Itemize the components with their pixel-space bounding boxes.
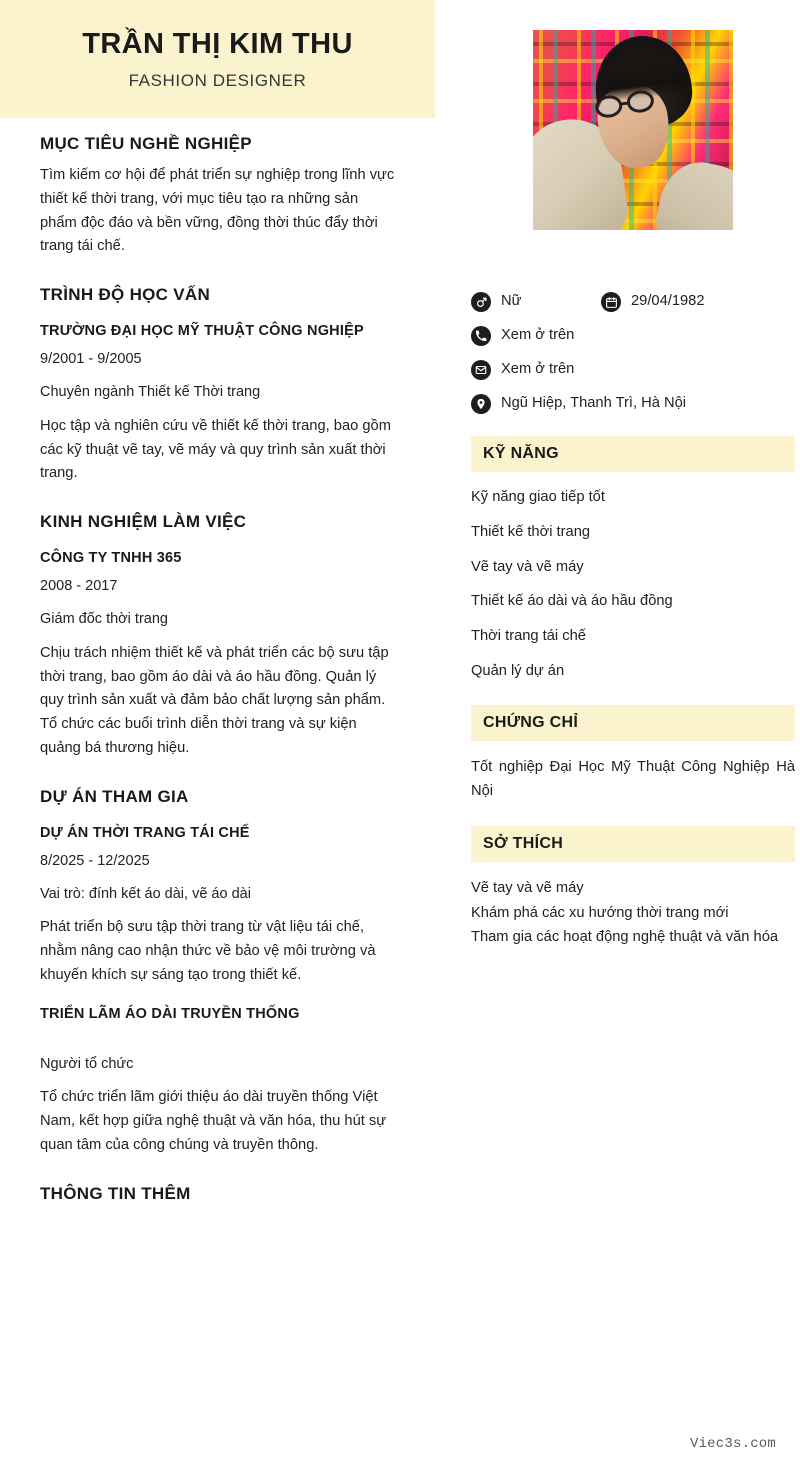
- watermark: Viec3s.com: [689, 1436, 776, 1452]
- skills-list: [471, 486, 795, 683]
- list-item: Thiết kế áo dài và áo hầu đồng: [471, 593, 673, 610]
- phone-icon: [471, 326, 491, 346]
- section-title-education: TRÌNH ĐỘ HỌC VẤN: [40, 285, 211, 305]
- certificates-block: [471, 755, 795, 804]
- experience-role: Giám đốc thời trang: [40, 610, 168, 627]
- header-banner: [0, 0, 435, 118]
- email-value: Xem ở trên: [501, 361, 575, 378]
- contact-phone: [471, 326, 574, 346]
- education-school: TRƯỜNG ĐẠI HỌC MỸ THUẬT CÔNG NGHIỆP: [40, 323, 364, 340]
- experience-period: 2008 - 2017: [40, 578, 118, 595]
- project-description: Phát triển bộ sưu tập thời trang từ vật liệu tái chế, nhằm nâng cao nhận thức về bảo vệ môi trường và khuyến khích sự sáng tạo trong thiết kế.: [40, 919, 376, 983]
- list-item: Khám phá các xu hướng thời trang mới: [471, 904, 729, 921]
- address-value: Ngũ Hiệp, Thanh Trì, Hà Nội: [501, 395, 687, 412]
- birthday-value: 29/04/1982: [631, 293, 705, 310]
- contact-row: [471, 326, 795, 346]
- gender-value: Nữ: [501, 293, 522, 310]
- gender-icon: [471, 292, 491, 312]
- contact-row: [471, 292, 795, 312]
- certificate-text: Tốt nghiệp Đại Học Mỹ Thuật Công Nghiệp Hà Nội: [471, 758, 795, 800]
- contact-gender: [471, 292, 601, 312]
- list-item: Kỹ năng giao tiếp tốt: [471, 489, 605, 505]
- education-major: Chuyên ngành Thiết kế Thời trang: [40, 384, 261, 400]
- glasses-lens-left: [594, 94, 624, 120]
- section-title-objective: MỤC TIÊU NGHỀ NGHIỆP: [40, 134, 252, 153]
- project-name: TRIỂN LÃM ÁO DÀI TRUYỀN THỐNG: [40, 1005, 300, 1022]
- list-item: Quản lý dự án: [471, 662, 565, 679]
- email-icon: [471, 360, 491, 380]
- list-item: Thiết kế thời trang: [471, 523, 591, 540]
- project-item: [40, 825, 395, 988]
- list-item: Vẽ tay và vẽ máy: [471, 558, 584, 575]
- project-description: Tổ chức triển lãm giới thiệu áo dài truyền thống Việt Nam, kết hợp giữa nghệ thuật và văn hóa, thu hút sự quan tâm của công chúng và truyền thông.: [40, 1089, 387, 1154]
- section-title-experience: KINH NGHIỆM LÀM VIỆC: [40, 512, 247, 532]
- education-description: Học tập và nghiên cứu về thiết kế thời trang, bao gồm các kỹ thuật vẽ tay, vẽ máy và quy trình sản xuất thời trang.: [40, 417, 391, 482]
- list-item: Vẽ tay và vẽ máy: [471, 880, 584, 897]
- phone-value: Xem ở trên: [501, 327, 575, 344]
- section-bar-skills: [471, 436, 795, 472]
- section-title-projects: DỰ ÁN THAM GIA: [40, 786, 189, 806]
- avatar: [533, 30, 733, 230]
- contact-row: [471, 394, 795, 414]
- project-period: 8/2025 - 12/2025: [40, 852, 150, 869]
- project-role: Vai trò: đính kết áo dài, vẽ áo dài: [40, 885, 251, 902]
- hobbies-list: [471, 876, 795, 950]
- section-title-additional-info: THÔNG TIN THÊM: [40, 1183, 191, 1203]
- page-title: TRẦN THỊ KIM THU: [82, 28, 353, 61]
- contact-row: [471, 360, 795, 380]
- location-pin-icon: [471, 394, 491, 414]
- contact-email: [471, 360, 574, 380]
- section-bar-certificates: [471, 705, 795, 741]
- calendar-icon: [601, 292, 621, 312]
- right-column: [471, 30, 795, 950]
- profile-photo: [533, 30, 733, 230]
- list-item: Thời trang tái chế: [471, 628, 586, 645]
- education-period: 9/2001 - 9/2005: [40, 351, 142, 368]
- section-title-skills: KỸ NĂNG: [483, 445, 559, 462]
- project-name: DỰ ÁN THỜI TRANG TÁI CHẾ: [40, 824, 250, 841]
- objective-text: Tìm kiếm cơ hội để phát triển sự nghiệp trong lĩnh vực thiết kế thời trang, với mục tiêu tạo ra những sản phẩm độc đáo và bền vững, đồng thời thúc đẩy thời trang tái chế.: [40, 167, 395, 255]
- experience-company: CÔNG TY TNHH 365: [40, 550, 182, 567]
- project-role: Người tổ chức: [40, 1055, 134, 1072]
- photo-jacket-right: [650, 155, 733, 230]
- contact-birthday: [601, 292, 705, 312]
- section-title-hobbies: SỞ THÍCH: [483, 835, 564, 853]
- section-title-certificates: CHỨNG CHỈ: [483, 713, 579, 731]
- contact-info: [471, 292, 795, 414]
- section-bar-hobbies: [471, 826, 795, 862]
- contact-address: [471, 394, 686, 414]
- job-title: FASHION DESIGNER: [128, 70, 307, 90]
- project-period: [40, 1032, 395, 1054]
- list-item: Tham gia các hoạt động nghệ thuật và văn hóa: [471, 929, 779, 946]
- experience-description: Chịu trách nhiệm thiết kế và phát triển các bộ sưu tập thời trang, bao gồm áo dài và áo hầu đồng. Quản lý quy trình sản xuất và đảm bảo chất lượng sản phẩm. Tổ chức các buổi trình diễn thời trang và sự kiện quảng bá thương hiệu.: [40, 644, 389, 756]
- left-column: [40, 134, 395, 1214]
- project-item: [40, 1006, 395, 1158]
